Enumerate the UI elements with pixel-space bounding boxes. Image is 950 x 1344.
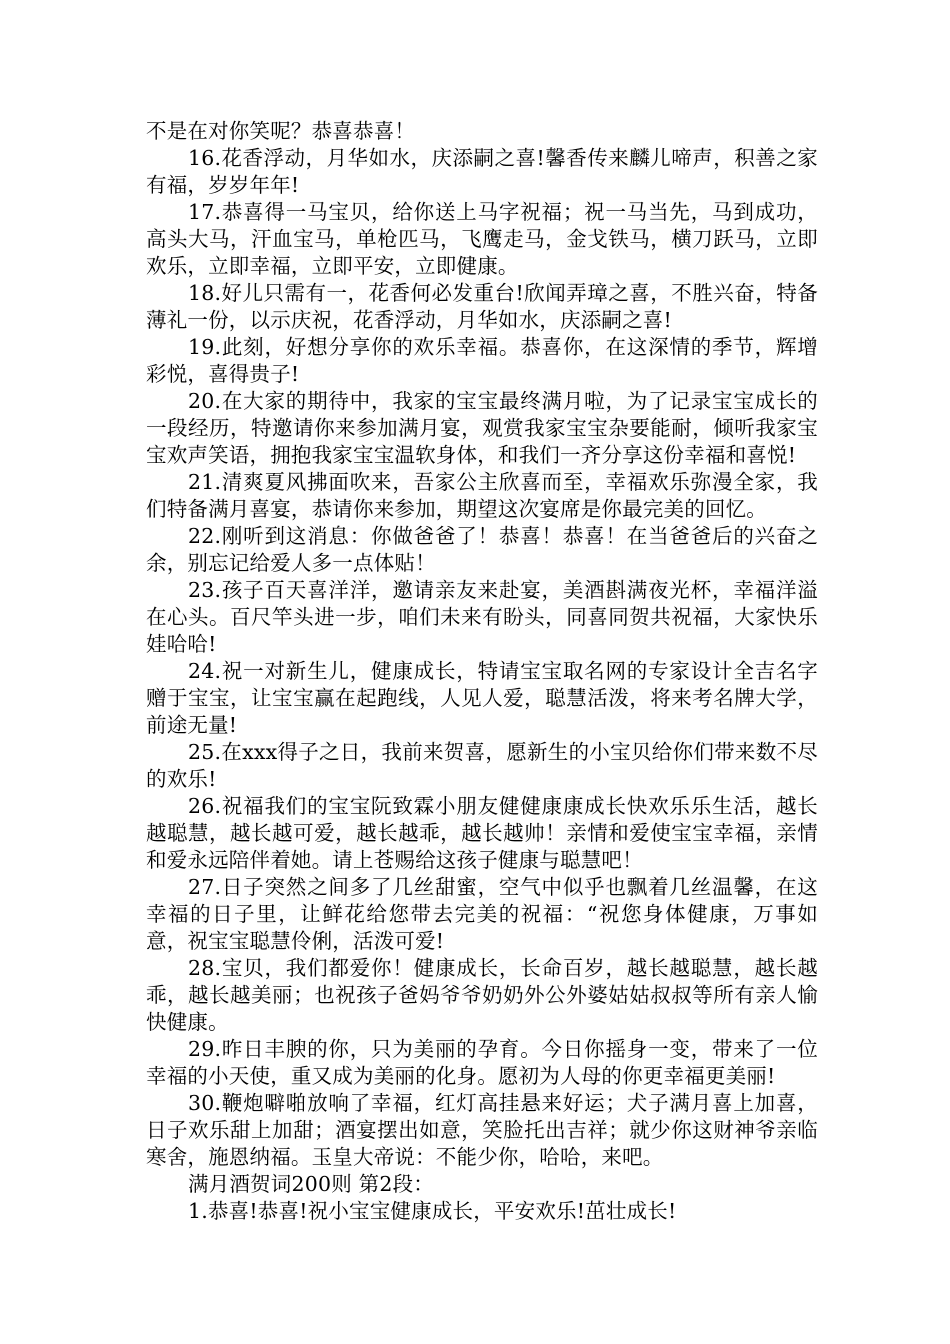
paragraph-item-29: 29.昨日丰腴的你，只为美丽的孕育。今日你摇身一变，带来了一位幸福的小天使，重又成为美丽的化身。愿初为人母的你更幸福更美丽! <box>146 1037 818 1088</box>
paragraph-item-28: 28.宝贝，我们都爱你！健康成长，长命百岁，越长越聪慧，越长越乖，越长越美丽；也祝孩子爸妈爷爷奶奶外公外婆姑姑叔叔等所有亲人愉快健康。 <box>146 956 818 1034</box>
paragraph-item-1: 1.恭喜!恭喜!祝小宝宝健康成长，平安欢乐!茁壮成长! <box>188 1199 677 1223</box>
paragraph-continuation: 不是在对你笑呢？恭喜恭喜！ <box>146 119 416 143</box>
paragraph-item-25: 25.在xxx得子之日，我前来贺喜，愿新生的小宝贝给你们带来数不尽的欢乐! <box>146 740 818 791</box>
paragraph-item-24: 24.祝一对新生儿，健康成长，特请宝宝取名网的专家设计全吉名字赠于宝宝，让宝宝赢在起跑线，人见人爱，聪慧活泼，将来考名牌大学，前途无量! <box>146 659 818 737</box>
paragraph-item-22: 22.刚听到这消息：你做爸爸了！恭喜！恭喜！在当爸爸后的兴奋之余，别忘记给爱人多一点体贴！ <box>146 524 818 575</box>
paragraph-item-27: 27.日子突然之间多了几丝甜蜜，空气中似乎也飘着几丝温馨，在这幸福的日子里，让鲜花给您带去完美的祝福：“祝您身体健康，万事如意，祝宝宝聪慧伶俐，活泼可爱! <box>146 875 818 953</box>
section-heading: 满月酒贺词200则 第2段： <box>188 1172 434 1196</box>
paragraph-item-20: 20.在大家的期待中，我家的宝宝最终满月啦，为了记录宝宝成长的一段经历，特邀请你来参加满月宴，观赏我家宝宝杂要能耐，倾听我家宝宝欢声笑语，拥抱我家宝宝温软身体，和我们一齐分享这份幸福和喜悦! <box>146 389 818 467</box>
paragraph-item-17: 17.恭喜得一马宝贝，给你送上马字祝福；祝一马当先，马到成功，高头大马，汗血宝马，单枪匹马，飞鹰走马，金戈铁马，横刀跃马，立即欢乐，立即幸福，立即平安，立即健康。 <box>146 200 818 278</box>
paragraph-item-16: 16.花香浮动，月华如水，庆添嗣之喜!馨香传来麟儿啼声，积善之家有福，岁岁年年! <box>146 146 818 197</box>
paragraph-item-23: 23.孩子百天喜洋洋，邀请亲友来赴宴，美酒斟满夜光杯，幸福洋溢在心头。百尺竿头进一步，咱们未来有盼头，同喜同贺共祝福，大家快乐娃哈哈! <box>146 578 818 656</box>
paragraph-item-30: 30.鞭炮噼啪放响了幸福，红灯高挂悬来好运；犬子满月喜上加喜，日子欢乐甜上加甜；酒宴摆出如意，笑脸托出吉祥；就少你这财神爷亲临寒舍，施恩纳福。玉皇大帝说：不能少你，哈哈，来吧。 <box>146 1091 818 1169</box>
document-body <box>146 118 818 1225</box>
paragraph-item-18: 18.好儿只需有一，花香何必发重台!欣闻弄璋之喜，不胜兴奋，特备薄礼一份，以示庆祝，花香浮动，月华如水，庆添嗣之喜! <box>146 281 818 332</box>
paragraph-item-26: 26.祝福我们的宝宝阮致霖小朋友健健康康成长快欢乐乐生活，越长越聪慧，越长越可爱，越长越乖，越长越帅！亲情和爱使宝宝幸福，亲情和爱永远陪伴着她。请上苍赐给这孩子健康与聪慧吧！ <box>146 794 818 872</box>
paragraph-item-21: 21.清爽夏风拂面吹来，吾家公主欣喜而至，幸福欢乐弥漫全家，我们特备满月喜宴，恭请你来参加，期望这次宴席是你最完美的回忆。 <box>146 470 818 521</box>
paragraph-item-19: 19.此刻，好想分享你的欢乐幸福。恭喜你，在这深情的季节，辉增彩悦，喜得贵子! <box>146 335 818 386</box>
